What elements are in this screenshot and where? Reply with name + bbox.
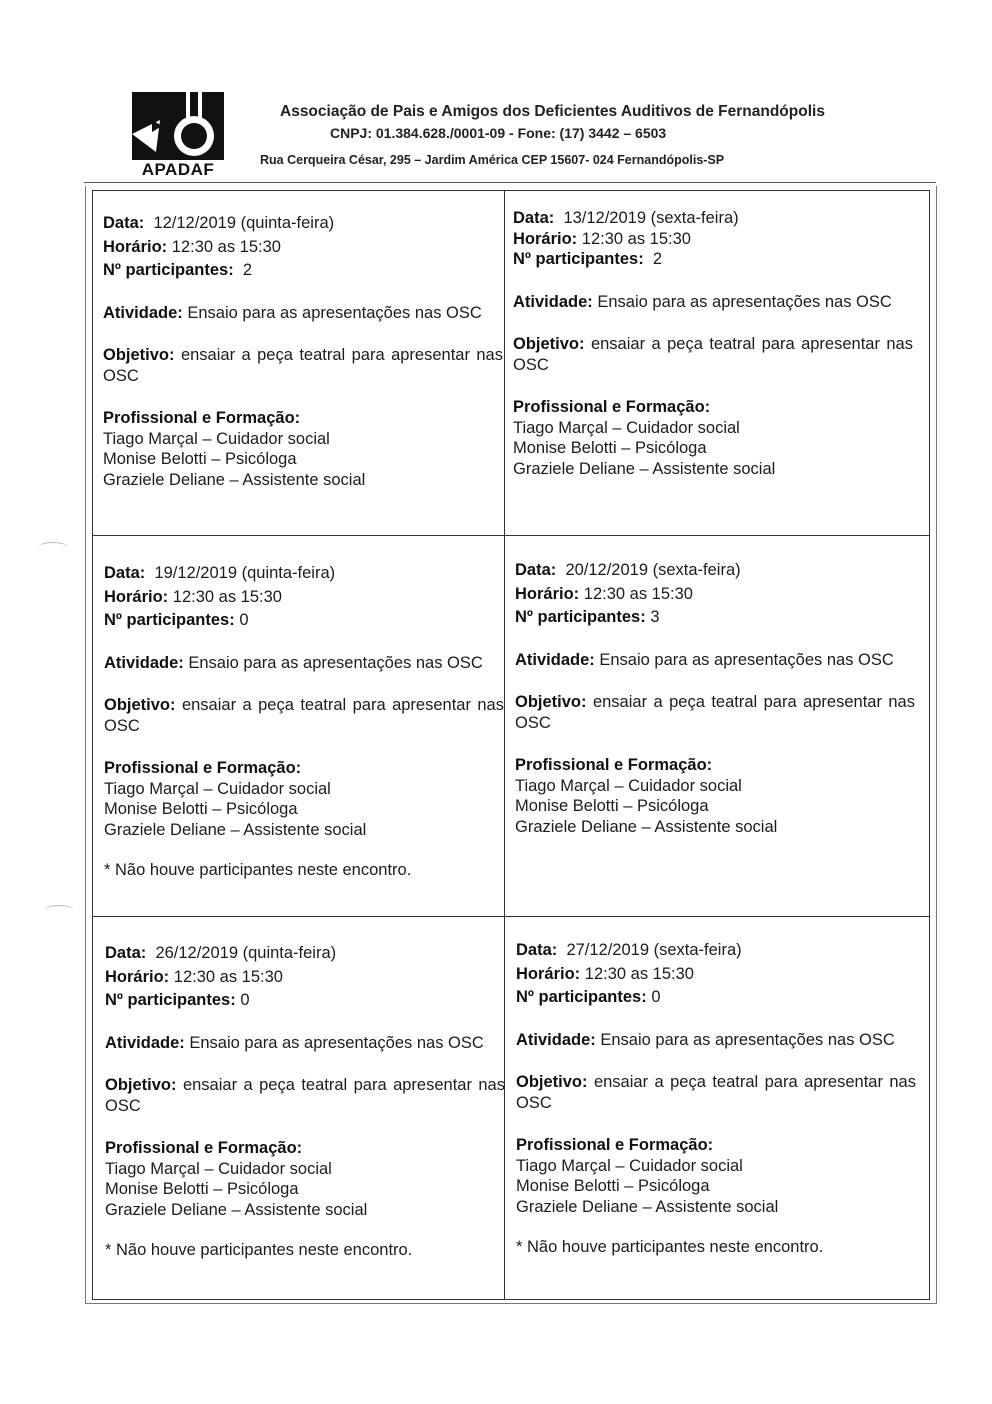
- activity-value: Ensaio para as apresentações nas OSC: [597, 292, 892, 311]
- time-value: 12:30 as 15:30: [583, 584, 693, 603]
- activity-value: Ensaio para as apresentações nas OSC: [599, 650, 894, 669]
- profissional-label: Profissional e Formação:: [515, 756, 713, 774]
- profissional-label: Profissional e Formação:: [103, 409, 301, 427]
- objetivo-label: Objetivo:: [513, 335, 585, 353]
- no-participants-note: * Não houve participantes neste encontro.: [516, 1238, 824, 1256]
- activity-value: Ensaio para as apresentações nas OSC: [187, 303, 482, 322]
- time-value: 12:30 as 15:30: [172, 587, 282, 606]
- staff-member: Monise Belotti – Psicóloga: [104, 800, 298, 818]
- objetivo-label: Objetivo:: [104, 696, 176, 714]
- data-label: Data:: [516, 941, 558, 959]
- staff-member: Monise Belotti – Psicóloga: [513, 439, 707, 457]
- horario-label: Horário:: [516, 964, 581, 983]
- staff-member: Graziele Deliane – Assistente social: [105, 1200, 368, 1219]
- organization-name: Associação de Pais e Amigos dos Deficientes Auditivos de Fernandópolis: [280, 103, 825, 120]
- activity-value: Ensaio para as apresentações nas OSC: [189, 1033, 484, 1052]
- participants-value: 3: [650, 608, 660, 626]
- participants-value: 0: [651, 988, 661, 1006]
- objetivo-label: Objetivo:: [516, 1073, 588, 1091]
- atividade-label: Atividade:: [515, 650, 595, 669]
- objetivo-label: Objetivo:: [103, 346, 175, 364]
- participants-value: 2: [242, 261, 253, 279]
- staff-member: Tiago Marçal – Cuidador social: [516, 1156, 743, 1175]
- staff-member: Tiago Marçal – Cuidador social: [105, 1159, 332, 1178]
- participantes-label: Nº participantes:: [103, 261, 234, 279]
- atividade-label: Atividade:: [105, 1033, 185, 1052]
- staff-member: Tiago Marçal – Cuidador social: [103, 429, 330, 448]
- objective-value: ensaiar a peça teatral para apresentar nas OSC: [513, 335, 913, 374]
- row-divider: [92, 916, 930, 917]
- horario-label: Horário:: [103, 237, 168, 256]
- time-value: 12:30 as 15:30: [173, 967, 283, 986]
- staff-member: Monise Belotti – Psicóloga: [515, 797, 709, 815]
- activity-cell: [513, 208, 913, 479]
- data-label: Data:: [515, 561, 557, 579]
- profissional-label: Profissional e Formação:: [104, 759, 302, 777]
- date-value: 20/12/2019 (sexta-feira): [565, 561, 741, 579]
- data-label: Data:: [513, 209, 555, 227]
- participantes-label: Nº participantes:: [515, 608, 646, 626]
- scan-punch-mark: [44, 905, 74, 916]
- date-value: 12/12/2019 (quinta-feira): [153, 214, 335, 232]
- atividade-label: Atividade:: [104, 653, 184, 672]
- time-value: 12:30 as 15:30: [581, 229, 691, 248]
- activity-value: Ensaio para as apresentações nas OSC: [188, 653, 483, 672]
- objective-value: ensaiar a peça teatral para apresentar nas OSC: [516, 1073, 916, 1112]
- date-value: 27/12/2019 (sexta-feira): [566, 941, 742, 959]
- objetivo-label: Objetivo:: [515, 693, 587, 711]
- horario-label: Horário:: [515, 584, 580, 603]
- apadaf-logo-icon: [126, 90, 230, 168]
- cnpj-phone: CNPJ: 01.384.628./0001-09 - Fone: (17) 3442 – 6503: [330, 125, 667, 141]
- participantes-label: Nº participantes:: [104, 611, 235, 629]
- scan-punch-mark: [38, 542, 68, 553]
- participantes-label: Nº participantes:: [516, 988, 647, 1006]
- address: Rua Cerqueira César, 295 – Jardim América CEP 15607- 024 Fernandópolis-SP: [260, 153, 725, 167]
- staff-member: Graziele Deliane – Assistente social: [515, 817, 778, 836]
- activity-value: Ensaio para as apresentações nas OSC: [600, 1030, 895, 1049]
- staff-member: Tiago Marçal – Cuidador social: [104, 779, 331, 798]
- logo-wordmark: APADAF: [141, 160, 215, 179]
- time-value: 12:30 as 15:30: [171, 237, 281, 256]
- date-value: 26/12/2019 (quinta-feira): [155, 944, 337, 962]
- atividade-label: Atividade:: [516, 1030, 596, 1049]
- profissional-label: Profissional e Formação:: [513, 398, 711, 416]
- objective-value: ensaiar a peça teatral para apresentar nas OSC: [103, 346, 503, 385]
- objective-value: ensaiar a peça teatral para apresentar nas OSC: [105, 1076, 505, 1115]
- header-divider: [84, 182, 936, 183]
- staff-member: Monise Belotti – Psicóloga: [516, 1177, 710, 1195]
- data-label: Data:: [105, 944, 147, 962]
- time-value: 12:30 as 15:30: [584, 964, 694, 983]
- no-participants-note: * Não houve participantes neste encontro.: [104, 861, 412, 879]
- staff-member: Graziele Deliane – Assistente social: [103, 470, 366, 489]
- staff-member: Graziele Deliane – Assistente social: [104, 820, 367, 839]
- atividade-label: Atividade:: [513, 292, 593, 311]
- activity-cell: [515, 560, 915, 837]
- activity-cell: [105, 943, 505, 1261]
- horario-label: Horário:: [105, 967, 170, 986]
- participants-value: 0: [239, 611, 249, 629]
- staff-member: Monise Belotti – Psicóloga: [103, 450, 297, 468]
- objective-value: ensaiar a peça teatral para apresentar nas OSC: [104, 696, 504, 735]
- profissional-label: Profissional e Formação:: [516, 1136, 714, 1154]
- objetivo-label: Objetivo:: [105, 1076, 177, 1094]
- row-divider: [92, 535, 930, 536]
- participants-value: 2: [652, 250, 663, 268]
- staff-member: Graziele Deliane – Assistente social: [516, 1197, 779, 1216]
- staff-member: Tiago Marçal – Cuidador social: [513, 418, 740, 437]
- activity-cell: [103, 213, 503, 490]
- activity-cell: [516, 940, 916, 1258]
- atividade-label: Atividade:: [103, 303, 183, 322]
- staff-member: Tiago Marçal – Cuidador social: [515, 776, 742, 795]
- staff-member: Graziele Deliane – Assistente social: [513, 459, 776, 478]
- date-value: 19/12/2019 (quinta-feira): [154, 564, 336, 582]
- activity-cell: [104, 563, 504, 881]
- date-value: 13/12/2019 (sexta-feira): [563, 209, 739, 227]
- participants-value: 0: [240, 991, 250, 1009]
- no-participants-note: * Não houve participantes neste encontro.: [105, 1241, 413, 1259]
- participantes-label: Nº participantes:: [105, 991, 236, 1009]
- horario-label: Horário:: [513, 229, 578, 248]
- data-label: Data:: [103, 214, 145, 232]
- objective-value: ensaiar a peça teatral para apresentar nas OSC: [515, 693, 915, 732]
- staff-member: Monise Belotti – Psicóloga: [105, 1180, 299, 1198]
- profissional-label: Profissional e Formação:: [105, 1139, 303, 1157]
- data-label: Data:: [104, 564, 146, 582]
- horario-label: Horário:: [104, 587, 169, 606]
- participantes-label: Nº participantes:: [513, 250, 644, 268]
